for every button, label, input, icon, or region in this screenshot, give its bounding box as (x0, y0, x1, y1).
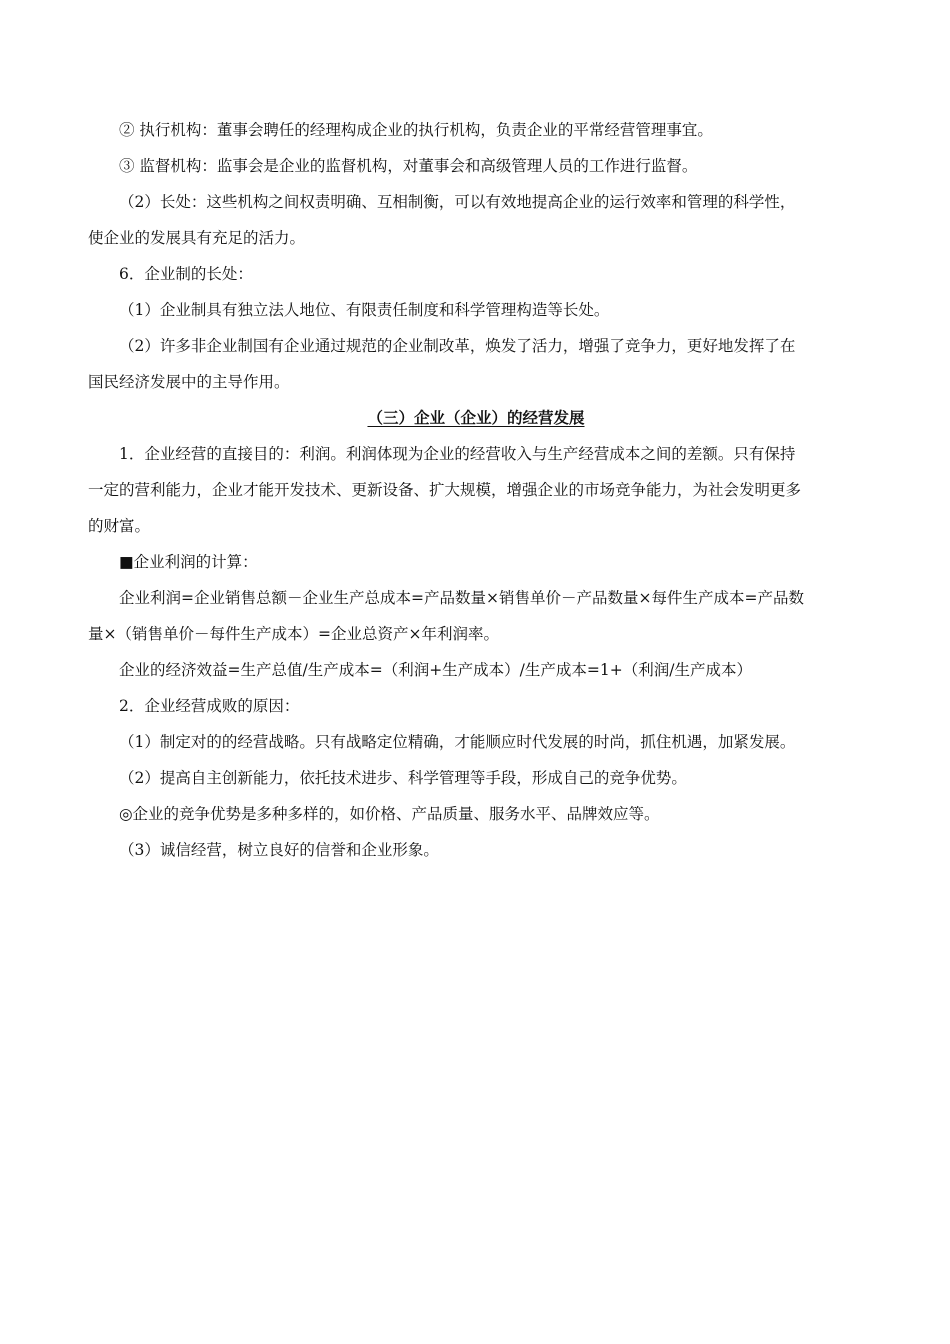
paragraph-line: 的财富。 (88, 517, 151, 535)
paragraph-line: 国民经济发展中的主导作用。 (88, 373, 290, 391)
paragraph-line: 使企业的发展具有充足的活力。 (88, 229, 306, 247)
paragraph-line: （2）提高自主创新能力，依托技术进步、科学管理等手段，形成自己的竞争优势。 (119, 769, 687, 787)
section-heading (88, 400, 864, 436)
paragraph-line: （3）诚信经营，树立良好的信誉和企业形象。 (119, 841, 439, 859)
formula-line: 企业的经济效益=生产总值/生产成本=（利润+生产成本）/生产成本=1+（利润/生产成本） (119, 661, 752, 679)
paragraph-line: （2）长处：这些机构之间权责明确、互相制衡，可以有效地提高企业的运行效率和管理的科学性， (119, 193, 796, 211)
document-page (88, 112, 864, 868)
paragraph-line: （1）企业制具有独立法人地位、有限责任制度和科学管理构造等长处。 (119, 301, 610, 319)
paragraph-line: 6．企业制的长处： (119, 265, 253, 283)
paragraph-line: 2．企业经营成败的原因： (119, 697, 300, 715)
paragraph-line: ◎企业的竞争优势是多种多样的，如价格、产品质量、服务水平、品牌效应等。 (119, 805, 660, 823)
paragraph-line: （1）制定对的的经营战略。只有战略定位精确，才能顺应时代发展的时尚，抓住机遇，加紧发展。 (119, 733, 796, 751)
paragraph-line: ② 执行机构：董事会聘任的经理构成企业的执行机构，负责企业的平常经营管理事宜。 (119, 121, 713, 139)
paragraph-line: 一定的营利能力，企业才能开发技术、更新设备、扩大规模，增强企业的市场竞争能力，为社会发明更多 (88, 481, 802, 499)
formula-line: 企业利润=企业销售总额－企业生产总成本=产品数量×销售单价－产品数量×每件生产成本=产品数 (119, 589, 804, 607)
paragraph-line: ③ 监督机构：监事会是企业的监督机构，对董事会和高级管理人员的工作进行监督。 (119, 157, 698, 175)
section-heading-text: （三）企业（企业）的经营发展 (367, 408, 585, 427)
formula-line: 量×（销售单价－每件生产成本）=企业总资产×年利润率。 (88, 625, 499, 643)
paragraph-line: （2）许多非企业制国有企业通过规范的企业制改革，焕发了活力，增强了竞争力，更好地发挥了在 (119, 337, 796, 355)
paragraph-line: 1．企业经营的直接目的：利润。利润体现为企业的经营收入与生产经营成本之间的差额。只有保持 (119, 445, 796, 463)
paragraph-line: ■企业利润的计算： (119, 553, 258, 571)
